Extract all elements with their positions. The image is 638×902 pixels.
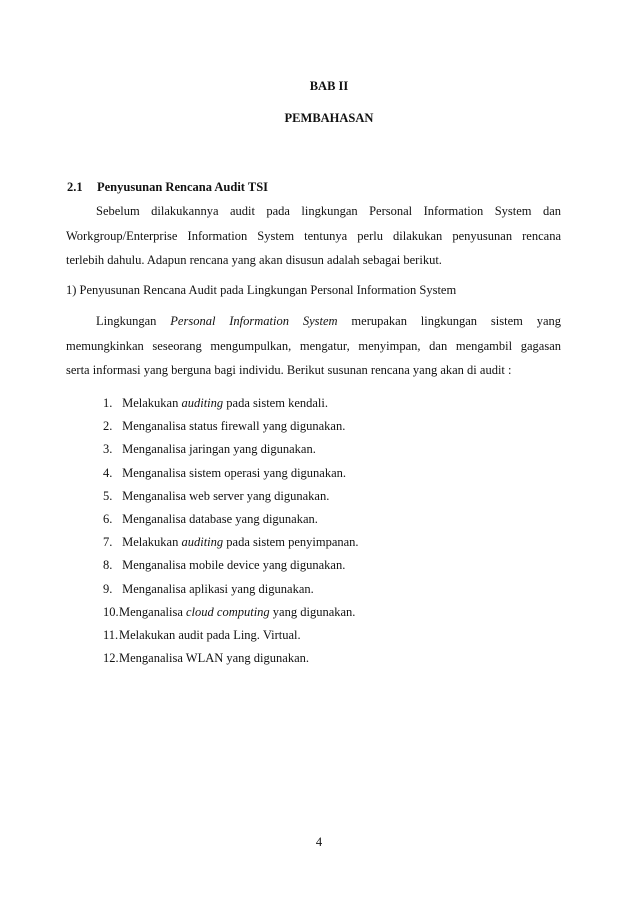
- list-item-number: 12.: [103, 651, 119, 666]
- list-item: [103, 647, 359, 670]
- list-item-number: 10.: [103, 604, 119, 619]
- list-item: [103, 415, 359, 438]
- section-heading: [67, 180, 268, 195]
- subsection-title: 1) Penyusunan Rencana Audit pada Lingkungan Personal Information System: [66, 283, 457, 297]
- list-item-text: Menganalisa jaringan yang digunakan.: [122, 442, 316, 457]
- list-item-italic: auditing: [181, 396, 224, 410]
- body-paragraph: [66, 309, 561, 383]
- list-item: [103, 438, 359, 461]
- page-number: 4: [315, 835, 323, 849]
- list-item: [103, 508, 359, 531]
- list-item: [103, 624, 359, 647]
- list-item-italic: auditing: [181, 535, 224, 550]
- body-line-3: serta informasi yang berguna bagi individu. Berikut susunan rencana yang akan di audit :: [66, 363, 512, 377]
- list-item-text: Menganalisa aplikasi yang digunakan.: [122, 581, 314, 596]
- body-line-1-start: Lingkungan: [96, 314, 157, 328]
- list-item-number: 4.: [103, 465, 113, 480]
- list-item: [103, 462, 359, 485]
- intro-line-2: Workgroup/Enterprise Information System tentunya perlu dilakukan penyusunan rencana: [66, 228, 561, 243]
- intro-paragraph: [66, 199, 561, 273]
- list-item-text: Menganalisa web server yang digunakan.: [122, 488, 330, 503]
- body-line-1: [66, 309, 561, 334]
- list-item-text: Menganalisa: [119, 604, 186, 619]
- list-item-text: Melakukan: [122, 396, 182, 410]
- list-item: [103, 578, 359, 601]
- list-item-number: 1.: [103, 396, 113, 410]
- list-item-number: 7.: [103, 535, 113, 550]
- list-item-text: Menganalisa mobile device yang digunakan.: [122, 558, 346, 573]
- list-item-number: 8.: [103, 558, 113, 573]
- list-item: [103, 392, 359, 415]
- list-item-text: Melakukan audit pada Ling. Virtual.: [119, 627, 301, 642]
- body-line-1-end: merupakan lingkungan sistem yang: [351, 314, 561, 328]
- list-item-text: Menganalisa WLAN yang digunakan.: [119, 651, 309, 666]
- list-item-text: Menganalisa database yang digunakan.: [122, 511, 318, 526]
- list-item-italic: cloud computing: [186, 604, 270, 619]
- list-item-number: 6.: [103, 511, 113, 526]
- intro-line-1: Sebelum dilakukannya audit pada lingkungan Personal Information System dan: [96, 204, 561, 218]
- list-item: [103, 531, 359, 554]
- list-item: [103, 554, 359, 577]
- list-item-number: 9.: [103, 581, 113, 596]
- section-number: 2.1: [67, 180, 83, 194]
- list-item-text: Menganalisa status firewall yang digunakan.: [122, 419, 346, 434]
- list-item-text-end: pada sistem kendali.: [223, 396, 328, 410]
- body-line-1-italic: Personal Information System: [170, 314, 338, 328]
- list-item-number: 2.: [103, 419, 113, 434]
- body-line-2: memungkinkan seseorang mengumpulkan, mengatur, menyimpan, dan mengambil gagasan: [66, 338, 561, 353]
- intro-line-3: terlebih dahulu. Adapun rencana yang akan disusun adalah sebagai berikut.: [66, 253, 442, 267]
- list-item: [103, 601, 359, 624]
- list-item-number: 5.: [103, 488, 113, 503]
- list-item: [103, 485, 359, 508]
- list-item-text-end: pada sistem penyimpanan.: [223, 535, 359, 550]
- list-item-number: 11.: [103, 627, 119, 642]
- list-item-text: Melakukan: [122, 535, 182, 550]
- list-item-text-end: yang digunakan.: [269, 604, 356, 619]
- section-title: Penyusunan Rencana Audit TSI: [97, 180, 269, 194]
- list-item-number: 3.: [103, 442, 113, 457]
- chapter-title: PEMBAHASAN: [284, 111, 374, 125]
- list-item-text: Menganalisa sistem operasi yang digunakan.: [122, 465, 347, 480]
- chapter-label: BAB II: [309, 79, 349, 93]
- audit-steps-list: [103, 392, 359, 670]
